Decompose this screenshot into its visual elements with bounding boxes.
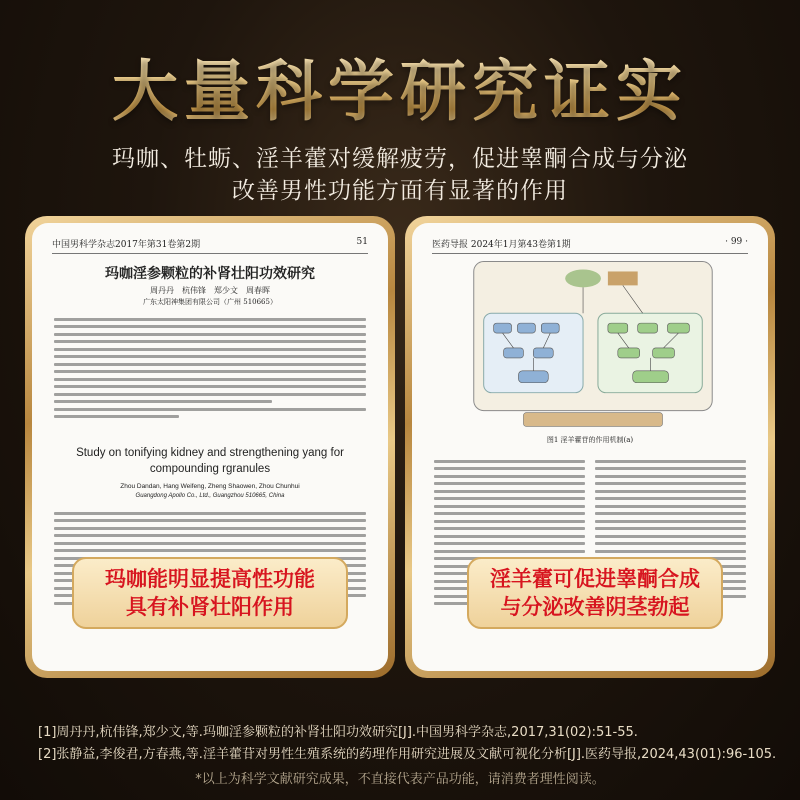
- left-paper-panel: [25, 216, 395, 678]
- left-english-authors: Zhou Dandan, Hang Weifeng, Zheng Shaowen, Zhou Chunhui: [120, 483, 300, 490]
- left-paper-page: [32, 223, 388, 671]
- right-page-number: · 99 ·: [725, 237, 748, 247]
- left-caption-line-2: 具有补肾壮阳作用: [126, 595, 294, 619]
- right-journal: 医药导报 2024年1月第43卷第1期: [432, 240, 571, 250]
- subtitle-line-1: 玛咖、牡蛎、淫羊藿对缓解疲劳，促进睾酮合成与分泌: [112, 146, 688, 172]
- right-caption-banner: [467, 557, 723, 629]
- left-abstract-body: [54, 313, 366, 423]
- left-running-header: [52, 237, 368, 254]
- reference-1: [1]周丹丹,杭伟锋,郑少文,等.玛咖淫参颗粒的补肾壮阳功效研究[J].中国男科学杂志,2017,31(02):51-55.: [38, 725, 638, 740]
- left-caption-banner: [72, 557, 348, 629]
- right-caption-line-2: 与分泌改善阴茎勃起: [500, 595, 690, 619]
- headline: 大量科学研究证实: [0, 38, 800, 133]
- left-english-title: Study on tonifying kidney and strengthening yang for compounding rgranules: [76, 447, 344, 475]
- left-paper-authors: 周丹丹 杭伟锋 郑少文 周春晖: [150, 286, 270, 295]
- references: [38, 722, 776, 766]
- right-caption-line-1: 淫羊藿可促进睾酮合成: [490, 567, 700, 591]
- subtitle-line-2: 改善男性功能方面有显著的作用: [232, 178, 568, 204]
- mechanism-diagram: [434, 253, 746, 435]
- right-running-header: [432, 237, 748, 254]
- left-paper-affiliation: 广东太阳神集团有限公司（广州 510665）: [143, 298, 277, 306]
- left-caption-line-1: 玛咖能明显提高性功能: [105, 567, 315, 591]
- disclaimer: *以上为科学文献研究成果，不直接代表产品功能，请消费者理性阅读。: [195, 772, 605, 787]
- left-page-number: 51: [356, 237, 368, 247]
- left-english-affiliation: Guangdong Apollo Co., Ltd., Guangzhou 510665, China: [135, 493, 285, 499]
- right-paper-panel: [405, 216, 775, 678]
- right-figure-caption: 图1 淫羊藿苷的作用机制(a): [546, 436, 634, 444]
- left-journal: 中国男科学杂志2017年第31卷第2期: [52, 240, 201, 250]
- left-paper-title: 玛咖淫参颗粒的补肾壮阳功效研究: [105, 266, 315, 282]
- reference-2: [2]张静益,李俊君,方春燕,等.淫羊藿苷对男性生殖系统的药理作用研究进展及文献可视化分析[J].医药导报,2024,43(01):96-105.: [38, 747, 777, 762]
- right-paper-page: [412, 223, 768, 671]
- mechanism-diagram-svg: [434, 253, 746, 435]
